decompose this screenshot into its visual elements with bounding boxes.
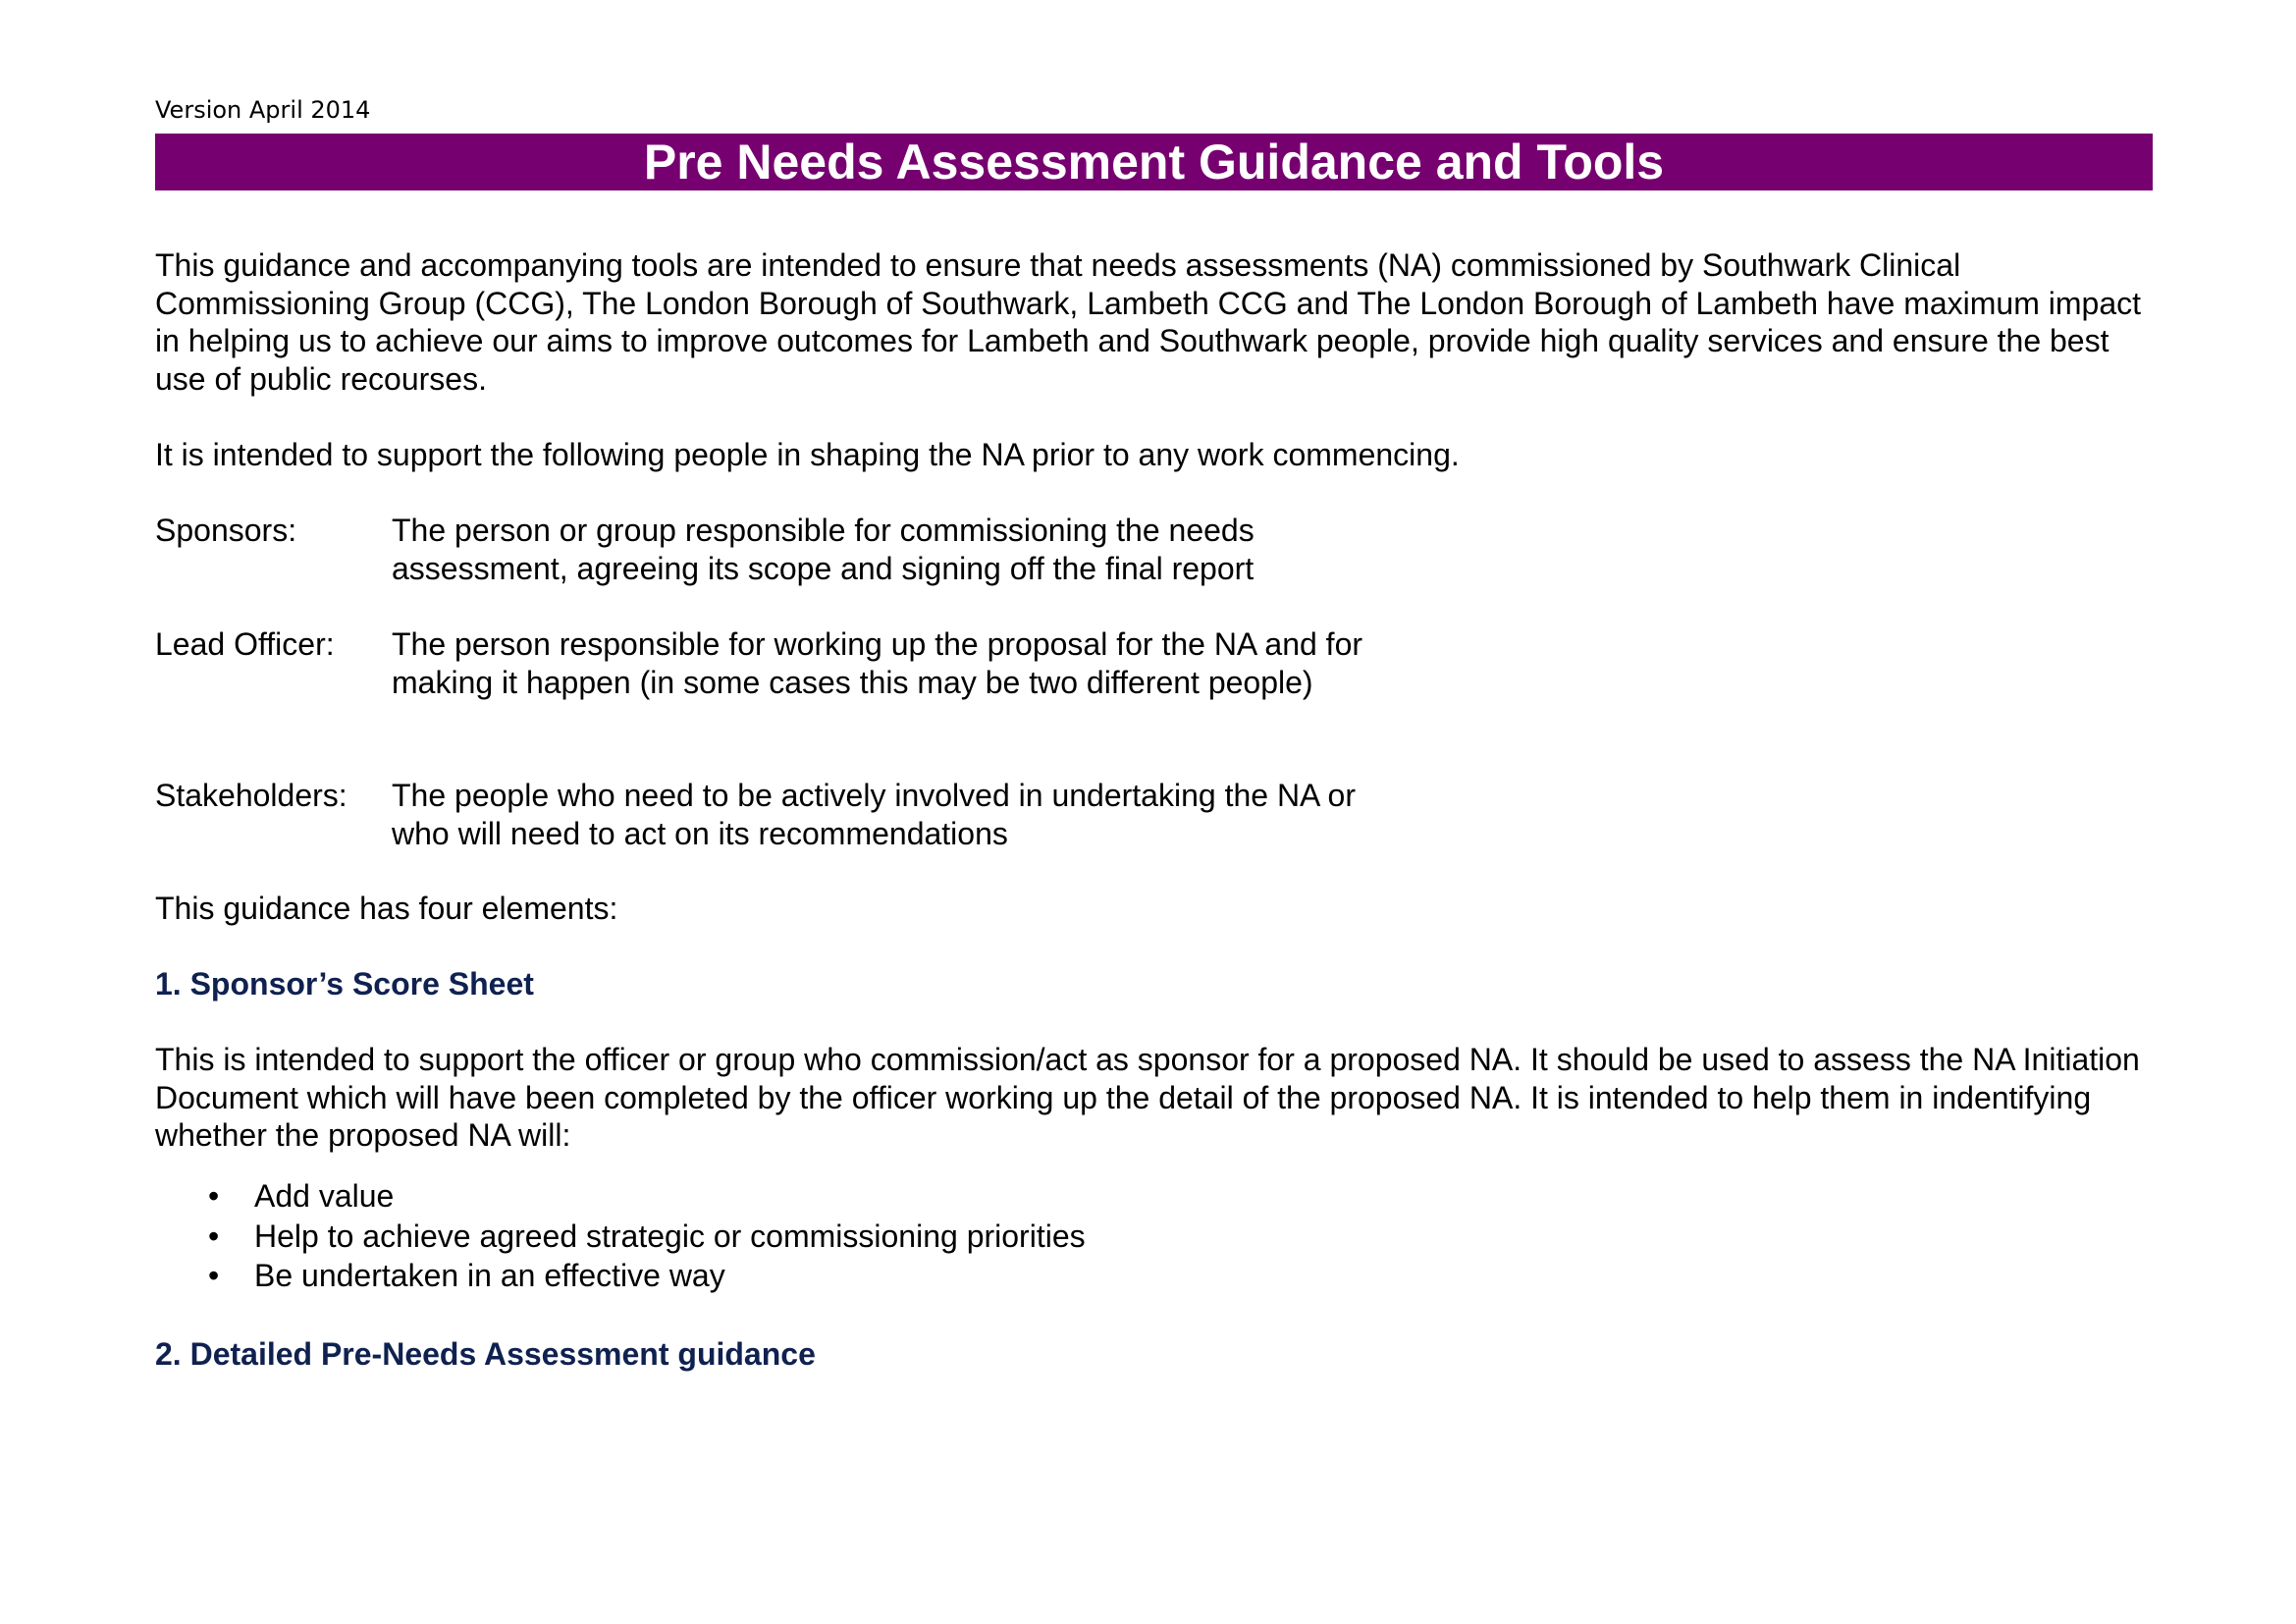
intro-paragraph: This guidance and accompanying tools are intended to ensure that needs assessments (NA) commissioned by Southwark Clinical Commissioning Group (CCG), The London Borough of Southwark, Lambeth CCG and The London Borough of Lambeth have maximum impact in helping us to achieve our aims to improve outcomes for Lambeth and Southwark people, provide high quality services and ensure the best use of public recourses. — [155, 247, 2141, 397]
definition-text: The person responsible for working up the proposal for the NA and for making it happen (in some cases this may be two different people) — [392, 626, 1363, 700]
bullet-icon: • — [208, 1178, 220, 1214]
definition-text: The person or group responsible for commissioning the needs assessment, agreeing its scope and signing off the final report — [392, 513, 1255, 586]
list-item-text: Be undertaken in an effective way — [254, 1258, 725, 1293]
section-heading-sponsor-score-sheet: 1. Sponsor’s Score Sheet — [155, 966, 534, 1001]
list-item-text: Add value — [254, 1178, 395, 1214]
definition-term: Lead Officer: — [155, 626, 335, 662]
section-heading-detailed-guidance: 2. Detailed Pre-Needs Assessment guidance — [155, 1336, 816, 1372]
bullet-icon: • — [208, 1258, 220, 1293]
support-paragraph: It is intended to support the following people in shaping the NA prior to any work commencing. — [155, 437, 1460, 472]
version-label: Version April 2014 — [155, 96, 371, 124]
section1-bullet-list — [155, 1176, 1726, 1296]
list-item — [155, 1256, 1726, 1296]
elements-intro: This guidance has four elements: — [155, 891, 618, 926]
definition-term: Sponsors: — [155, 513, 297, 548]
list-item-text: Help to achieve agreed strategic or commissioning priorities — [254, 1218, 1086, 1254]
list-item — [155, 1176, 1726, 1217]
definition-term: Stakeholders: — [155, 778, 347, 813]
page-title: Pre Needs Assessment Guidance and Tools — [155, 134, 2153, 190]
section1-paragraph: This is intended to support the officer or group who commission/act as sponsor for a proposed NA. It should be used to assess the NA Initiation Document which will have been completed by the officer working up the detail of the proposed NA. It is intended to help them in indentifying whether the proposed NA will: — [155, 1042, 2140, 1153]
definition-text: The people who need to be actively involved in undertaking the NA or who will need to act on its recommendations — [392, 778, 1356, 851]
list-item — [155, 1217, 1726, 1257]
bullet-icon: • — [208, 1218, 220, 1254]
